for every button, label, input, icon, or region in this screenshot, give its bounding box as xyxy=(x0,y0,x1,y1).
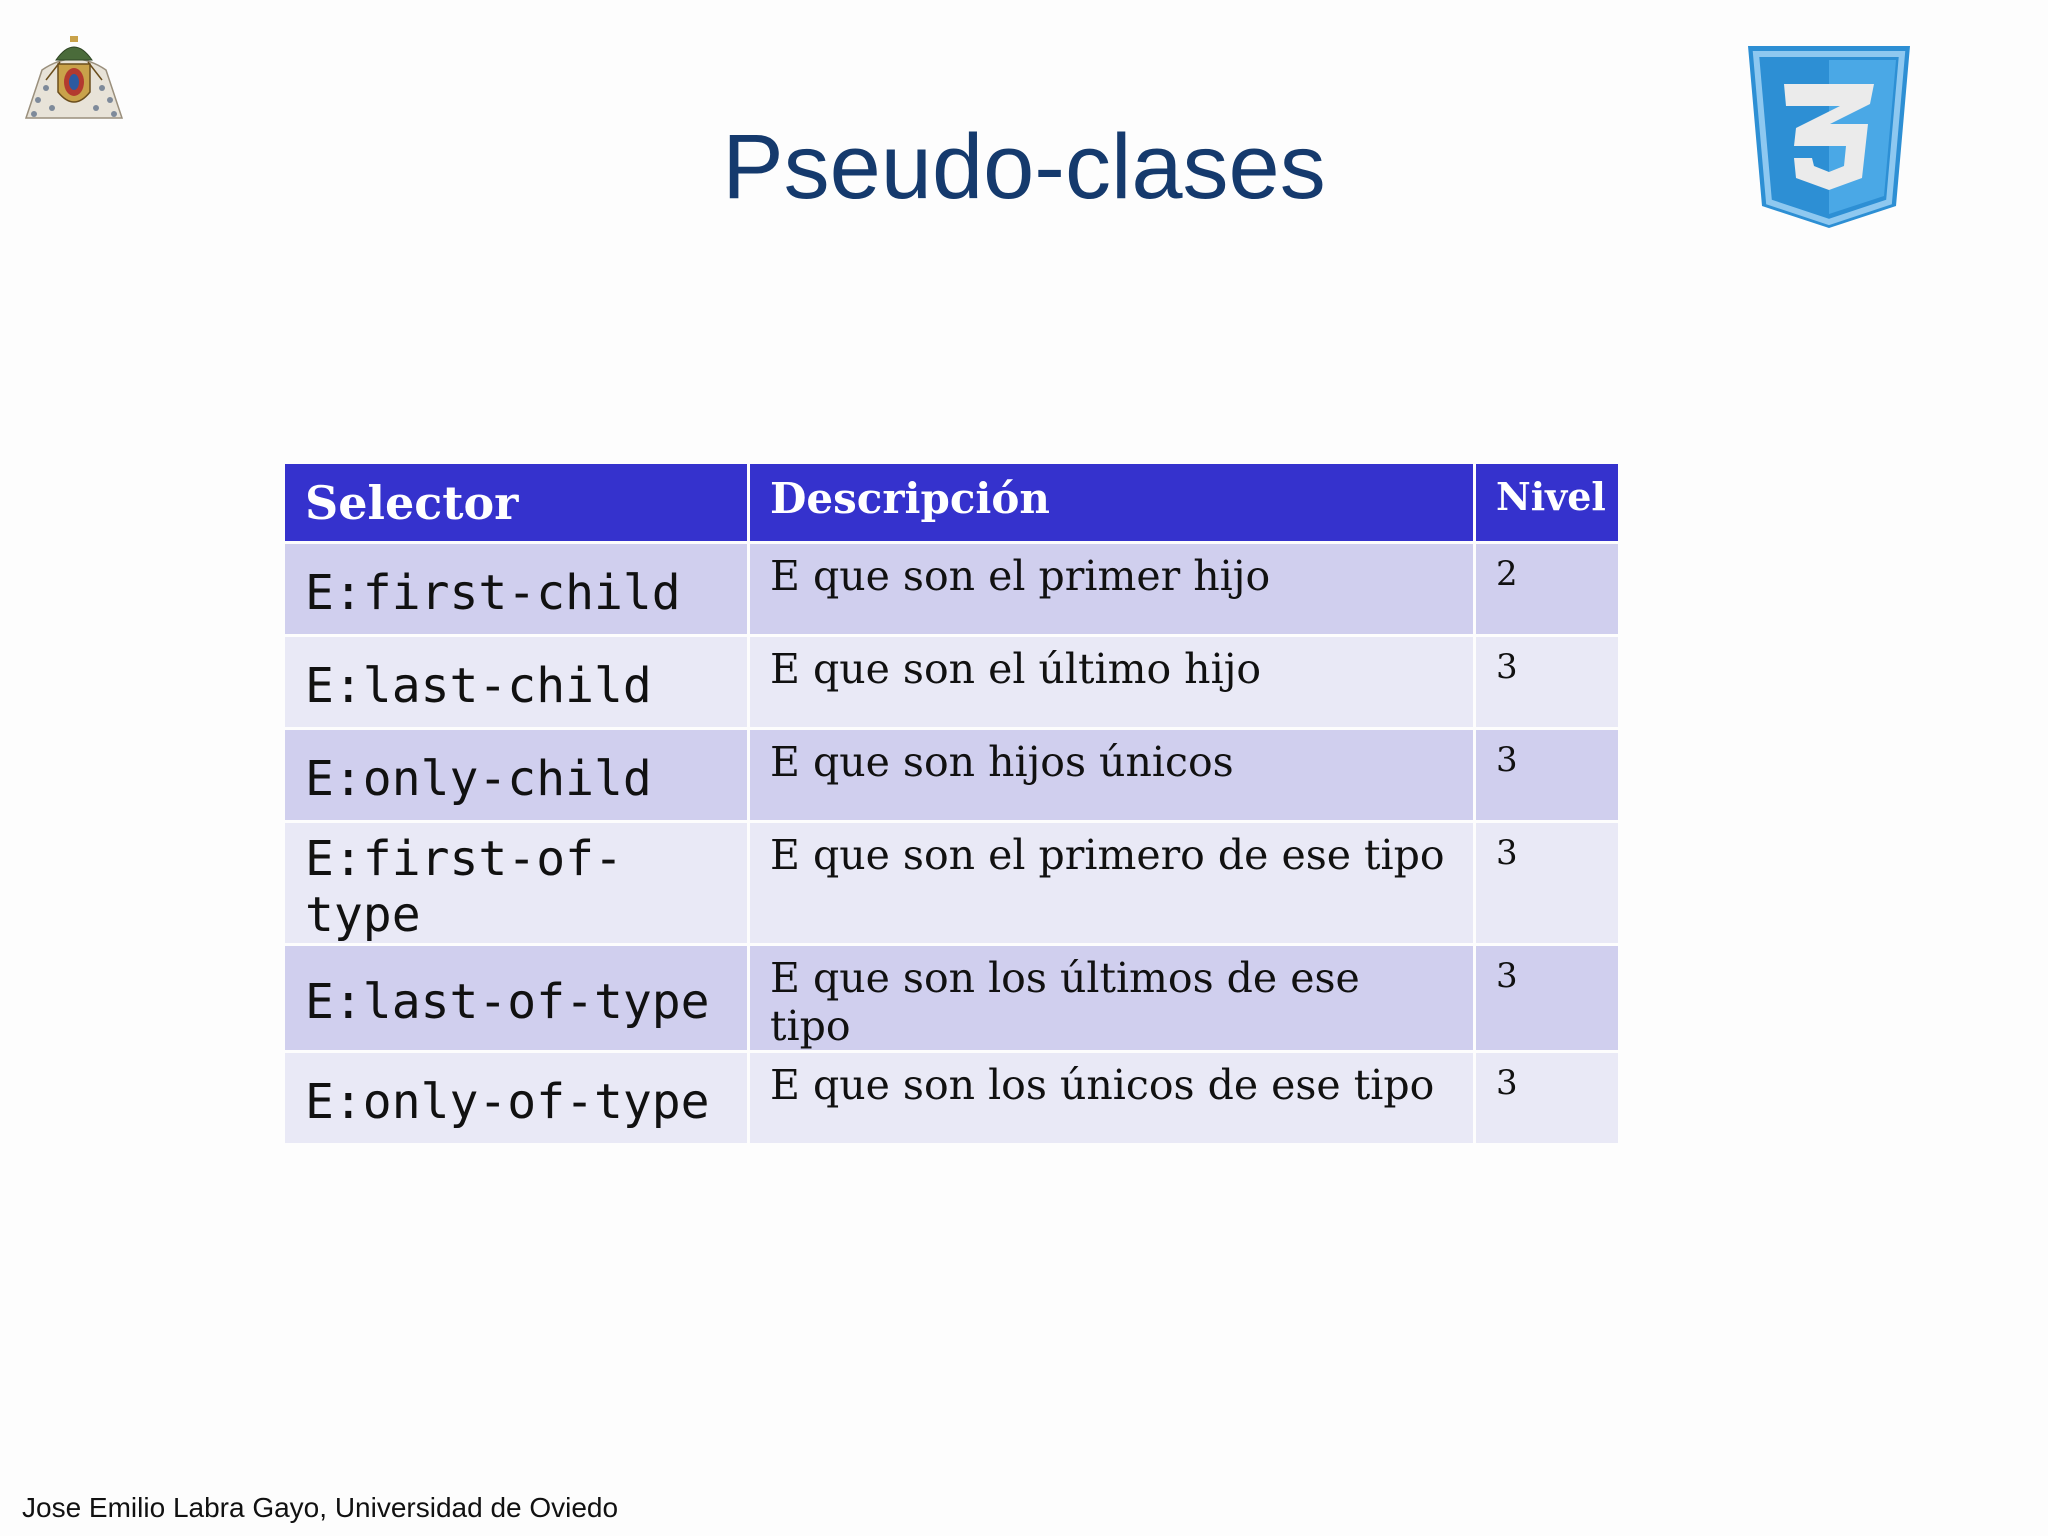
selector-cell: E:only-of-type xyxy=(285,1053,747,1143)
level-cell: 2 xyxy=(1476,544,1618,634)
selector-cell: E:first-child xyxy=(285,544,747,634)
selector-cell: E:only-child xyxy=(285,730,747,820)
description-cell: E que son los únicos de ese tipo xyxy=(750,1053,1473,1143)
column-header-level: Nivel xyxy=(1476,464,1618,541)
level-cell: 3 xyxy=(1476,823,1618,943)
table-row xyxy=(285,637,1618,727)
selector-cell: E:last-child xyxy=(285,637,747,727)
column-header-selector: Selector xyxy=(285,464,747,541)
level-cell: 3 xyxy=(1476,637,1618,727)
table-row xyxy=(285,823,1618,943)
selector-cell: E:first-of-type xyxy=(285,823,747,943)
description-cell: E que son hijos únicos xyxy=(750,730,1473,820)
slide-footer: Jose Emilio Labra Gayo, Universidad de Oviedo xyxy=(22,1492,619,1523)
level-cell: 3 xyxy=(1476,946,1618,1050)
university-seal-icon xyxy=(20,30,128,122)
table-row xyxy=(285,544,1618,634)
table-row xyxy=(285,730,1618,820)
level-cell: 3 xyxy=(1476,1053,1618,1143)
selector-cell: E:last-of-type xyxy=(285,946,747,1050)
column-header-description: Descripción xyxy=(750,464,1473,541)
description-cell: E que son el primero de ese tipo xyxy=(750,823,1473,943)
table-row xyxy=(285,946,1618,1050)
table-row xyxy=(285,1053,1618,1143)
table-header-row xyxy=(285,464,1618,541)
pseudo-classes-table xyxy=(282,461,1621,1146)
description-cell: E que son el último hijo xyxy=(750,637,1473,727)
css3-shield-icon xyxy=(1748,46,1910,228)
description-cell: E que son el primer hijo xyxy=(750,544,1473,634)
description-cell: E que son los últimos de ese tipo xyxy=(750,946,1473,1050)
slide-title: Pseudo-clases xyxy=(722,116,1326,218)
level-cell: 3 xyxy=(1476,730,1618,820)
